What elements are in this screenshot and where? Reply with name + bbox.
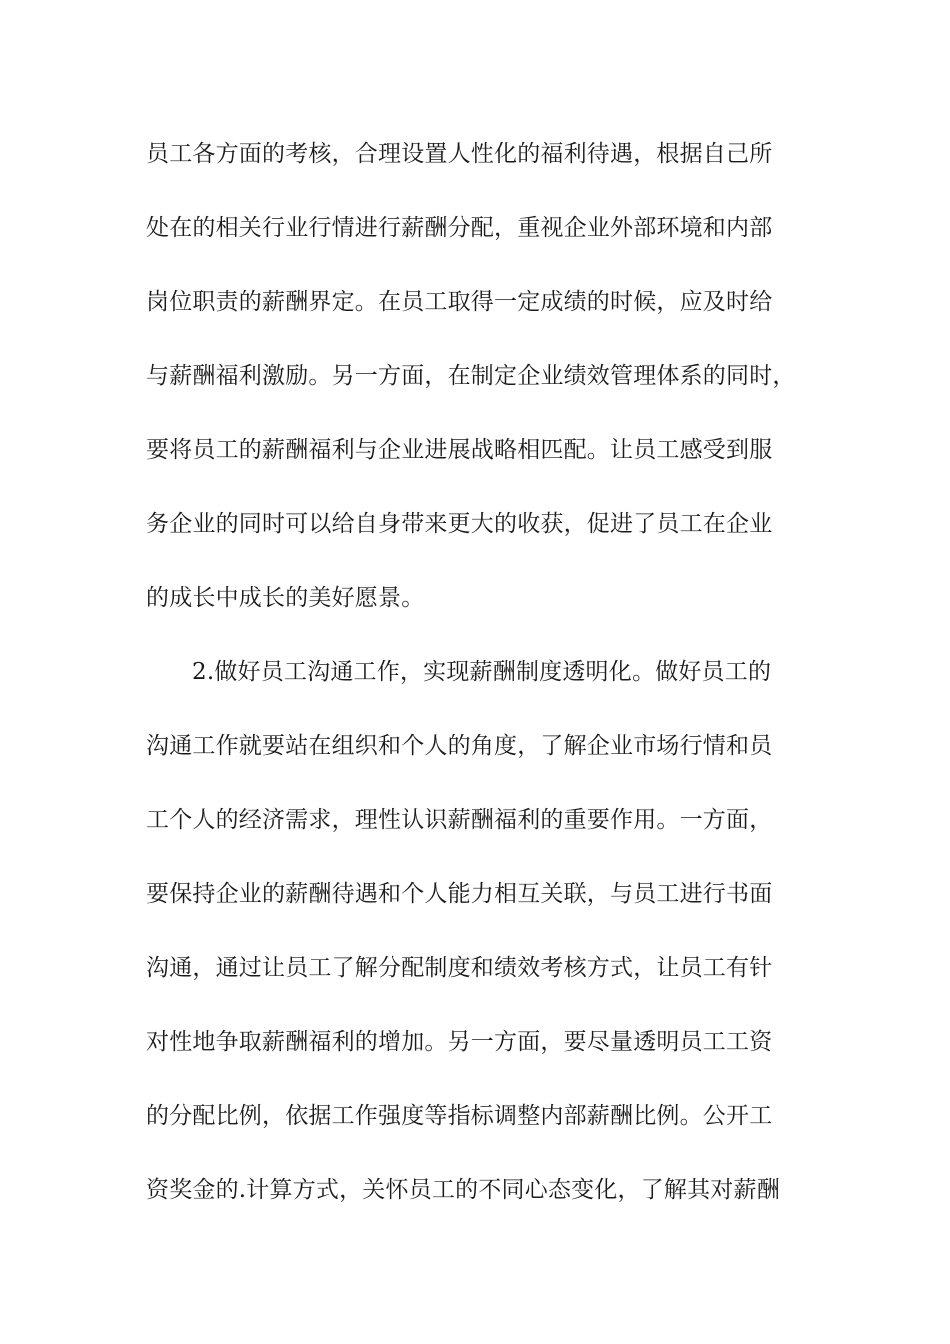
text-line-5: 要将员工的薪酬福利与企业进展战略相匹配。让员工感受到服: [146, 437, 773, 463]
text-line-14: 的分配比例，依据工作强度等指标调整内部薪酬比例。公开工: [146, 1103, 773, 1129]
text-line-13: 对性地争取薪酬福利的增加。另一方面，要尽量透明员工工资: [146, 1029, 773, 1055]
text-line-11: 要保持企业的薪酬待遇和个人能力相互关联，与员工进行书面: [146, 881, 773, 907]
text-line-4: 与薪酬福利激励。另一方面，在制定企业绩效管理体系的同时，: [146, 363, 796, 389]
text-line-7: 的成长中成长的美好愿景。: [146, 585, 425, 611]
text-line-1: 员工各方面的考核，合理设置人性化的福利待遇，根据自己所: [146, 141, 773, 167]
text-line-3: 岗位职责的薪酬界定。在员工取得一定成绩的时候，应及时给: [146, 289, 773, 315]
text-line-8-paragraph-start: 2.做好员工沟通工作，实现薪酬制度透明化。做好员工的: [192, 659, 772, 685]
document-body: [146, 128, 816, 1238]
text-line-10: 工个人的经济需求，理性认识薪酬福利的重要作用。一方面，: [146, 807, 773, 833]
text-line-15: 资奖金的.计算方式，关怀员工的不同心态变化，了解其对薪酬: [146, 1177, 780, 1203]
text-line-2: 处在的相关行业行情进行薪酬分配，重视企业外部环境和内部: [146, 215, 773, 241]
text-line-12: 沟通，通过让员工了解分配制度和绩效考核方式，让员工有针: [146, 955, 773, 981]
text-line-6: 务企业的同时可以给自身带来更大的收获，促进了员工在企业: [146, 511, 773, 537]
text-line-9: 沟通工作就要站在组织和个人的角度，了解企业市场行情和员: [146, 733, 773, 759]
